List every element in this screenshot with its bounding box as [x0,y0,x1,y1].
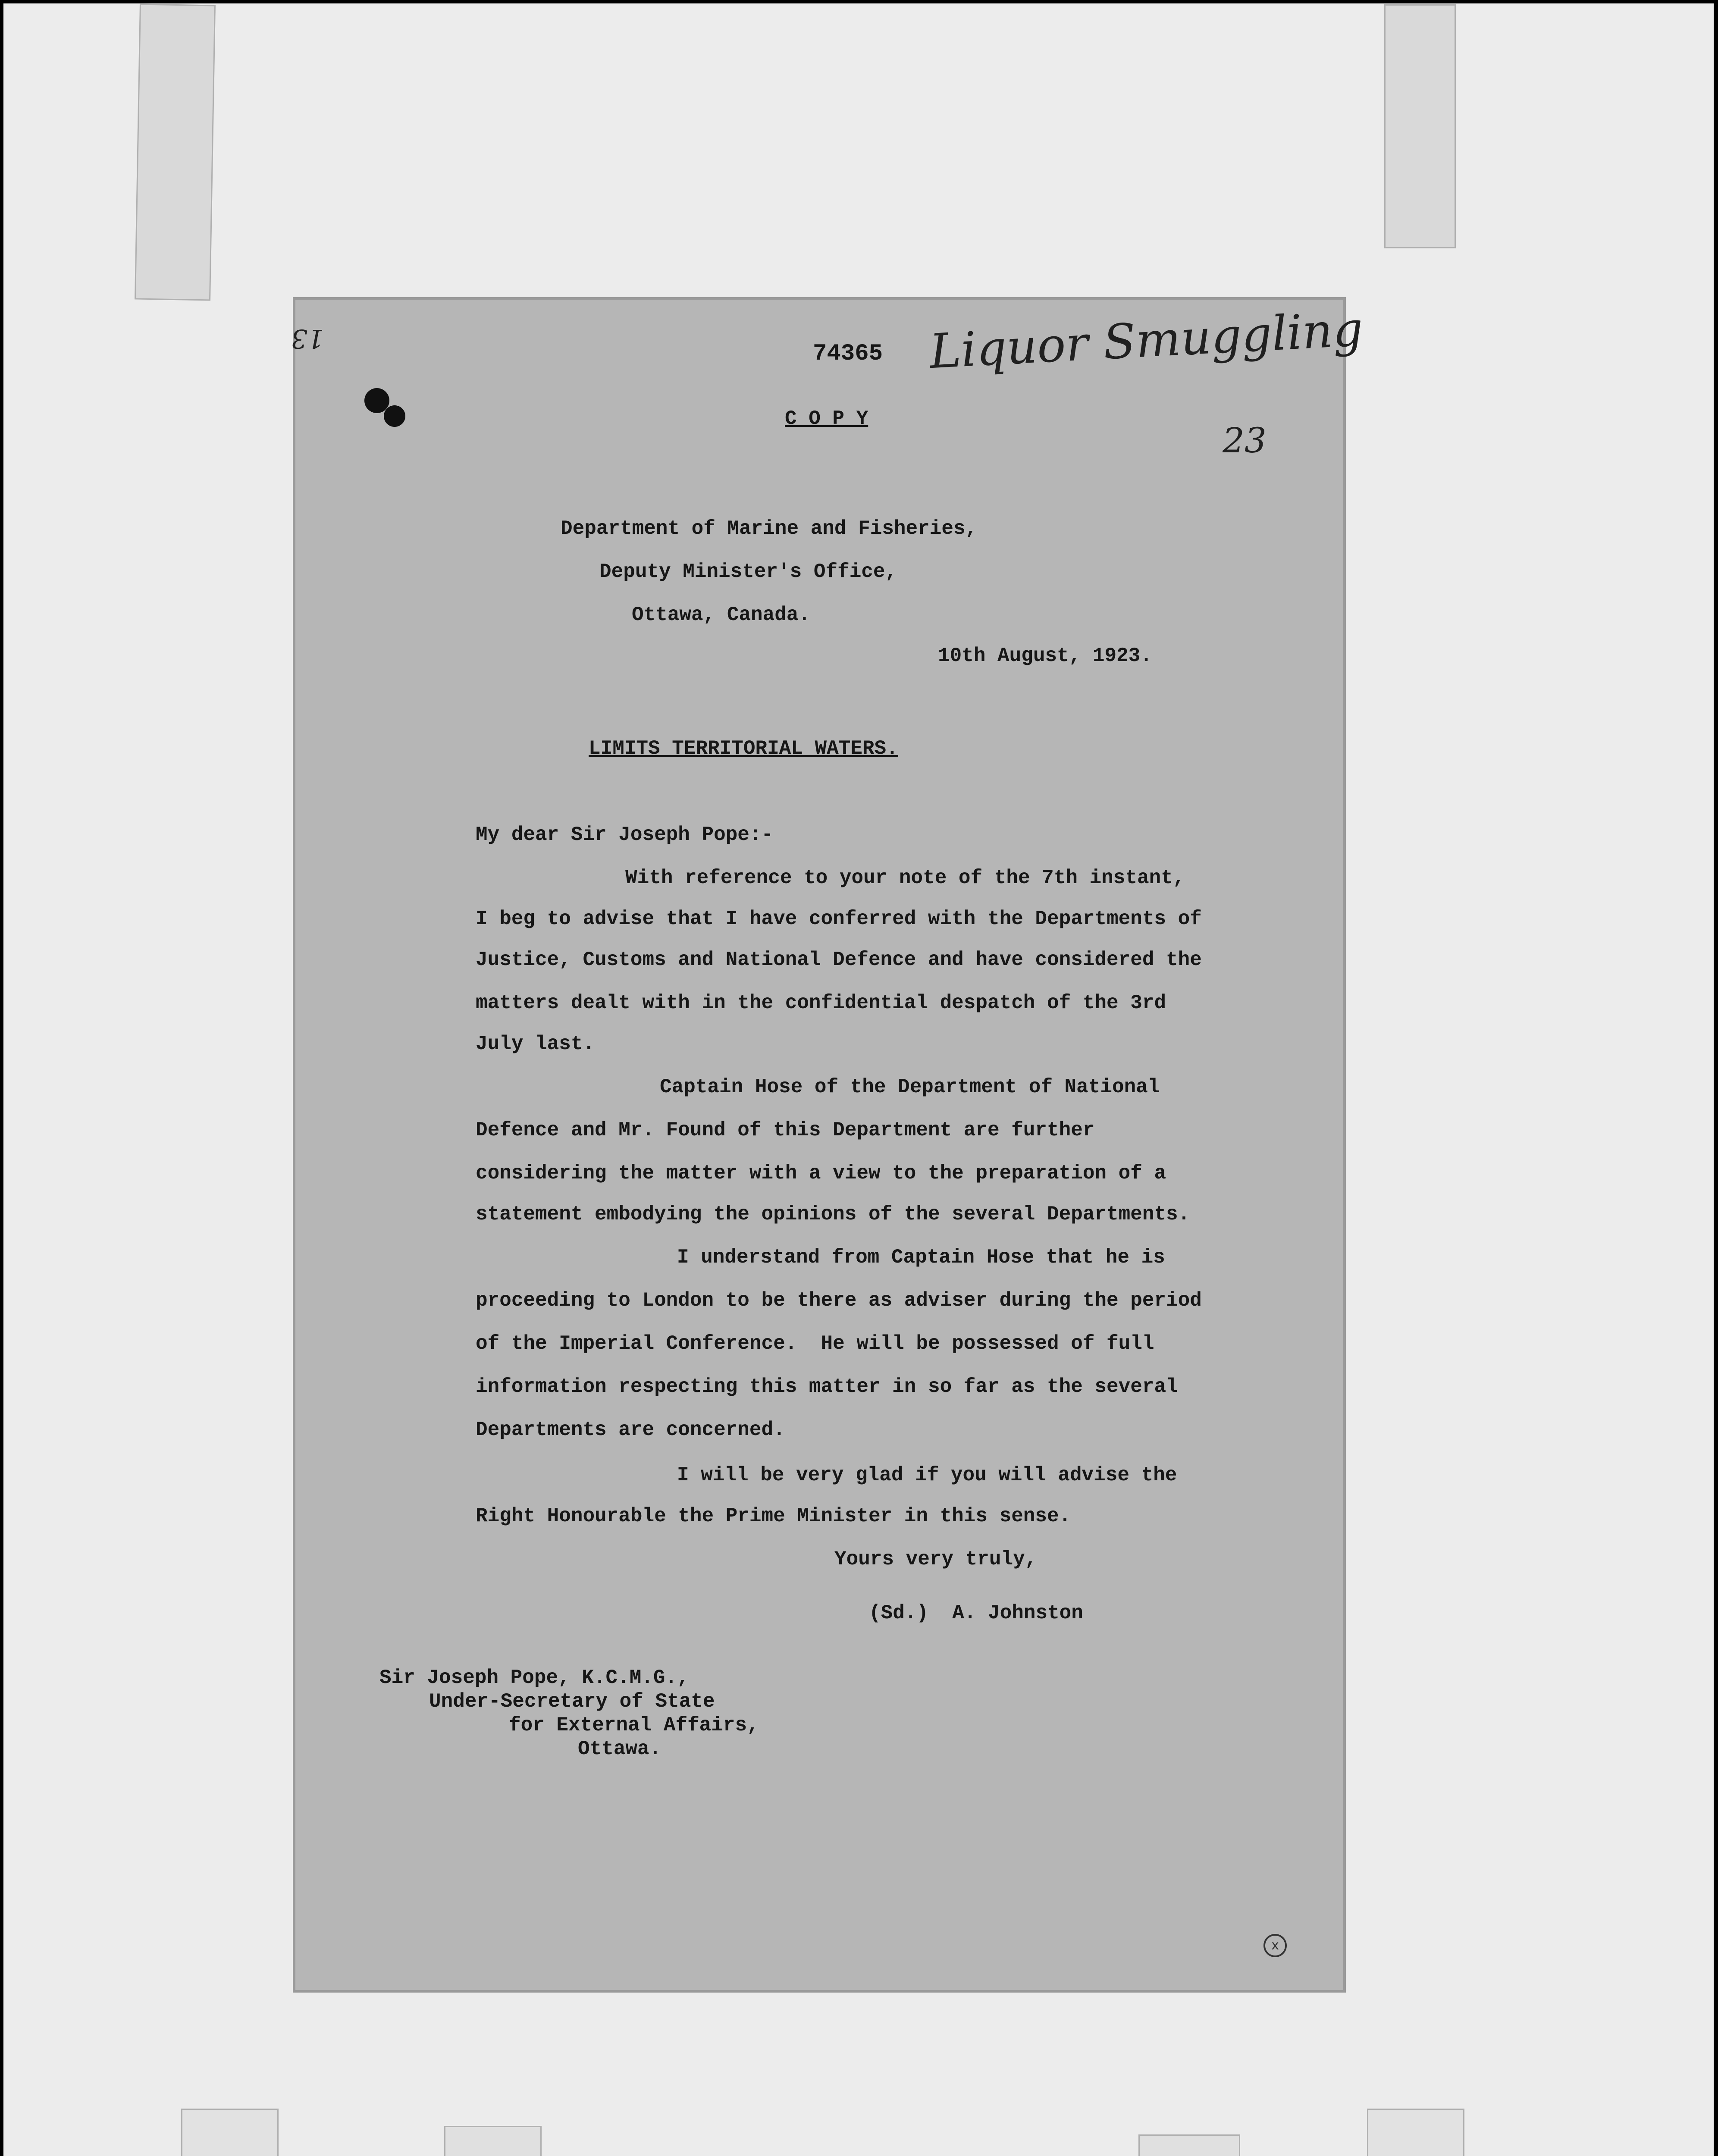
salutation: My dear Sir Joseph Pope:- [476,824,774,846]
file-number: 74365 [813,341,883,367]
mounting-tape [1138,2134,1240,2156]
body-line: information respecting this matter in so far as the several [476,1376,1178,1398]
side-mark: 13 [291,323,324,354]
letter-date: 10th August, 1923. [938,645,1152,667]
addressee-line: Under-Secretary of State [429,1690,715,1713]
letter-sheet [291,300,1364,1990]
corner-mark: x [1263,1934,1287,1957]
handwritten-subject: Liquor Smuggling [928,301,1364,379]
body-line: Captain Hose of the Department of National [660,1076,1160,1098]
body-line: statement embodying the opinions of the several Departments. [476,1203,1190,1225]
body-line: I understand from Captain Hose that he is [677,1246,1165,1269]
handwritten-page-number: 23 [1223,420,1267,461]
letter-subject: LIMITS TERRITORIAL WATERS. [589,737,898,760]
closing: Yours very truly, [834,1548,1037,1570]
body-line: Right Honourable the Prime Minister in this sense. [476,1505,1071,1527]
mounting-tape [1367,2109,1464,2156]
addressee-line: Ottawa. [578,1738,661,1760]
body-line: considering the matter with a view to the preparation of a [476,1162,1166,1185]
body-line: I will be very glad if you will advise the [677,1464,1177,1486]
signature: (Sd.) A. Johnston [869,1602,1083,1624]
body-line: I beg to advise that I have conferred with the Departments of [476,908,1202,930]
sender-line: Department of Marine and Fisheries, [561,517,978,540]
addressee-line: for External Affairs, [509,1714,759,1736]
body-line: Departments are concerned. [476,1419,785,1441]
body-line: July last. [476,1033,595,1055]
mounting-tape [181,2109,279,2156]
mounting-tape [444,2126,542,2156]
sender-line: Deputy Minister's Office, [599,561,897,583]
copy-heading: C O P Y [785,407,868,430]
addressee-line: Sir Joseph Pope, K.C.M.G., [379,1667,689,1689]
sender-line: Ottawa, Canada. [632,604,811,626]
body-line: of the Imperial Conference. He will be possessed of full [476,1332,1154,1355]
body-line: Justice, Customs and National Defence and have considered the [476,949,1202,971]
mounting-tape [1384,4,1456,248]
ink-blot [384,405,405,427]
body-line: With reference to your note of the 7th instant, [625,867,1185,889]
mounting-tape [135,4,216,301]
body-line: Defence and Mr. Found of this Department are further [476,1119,1095,1141]
body-line: proceeding to London to be there as adviser during the period [476,1289,1202,1312]
body-line: matters dealt with in the confidential despatch of the 3rd [476,992,1166,1014]
